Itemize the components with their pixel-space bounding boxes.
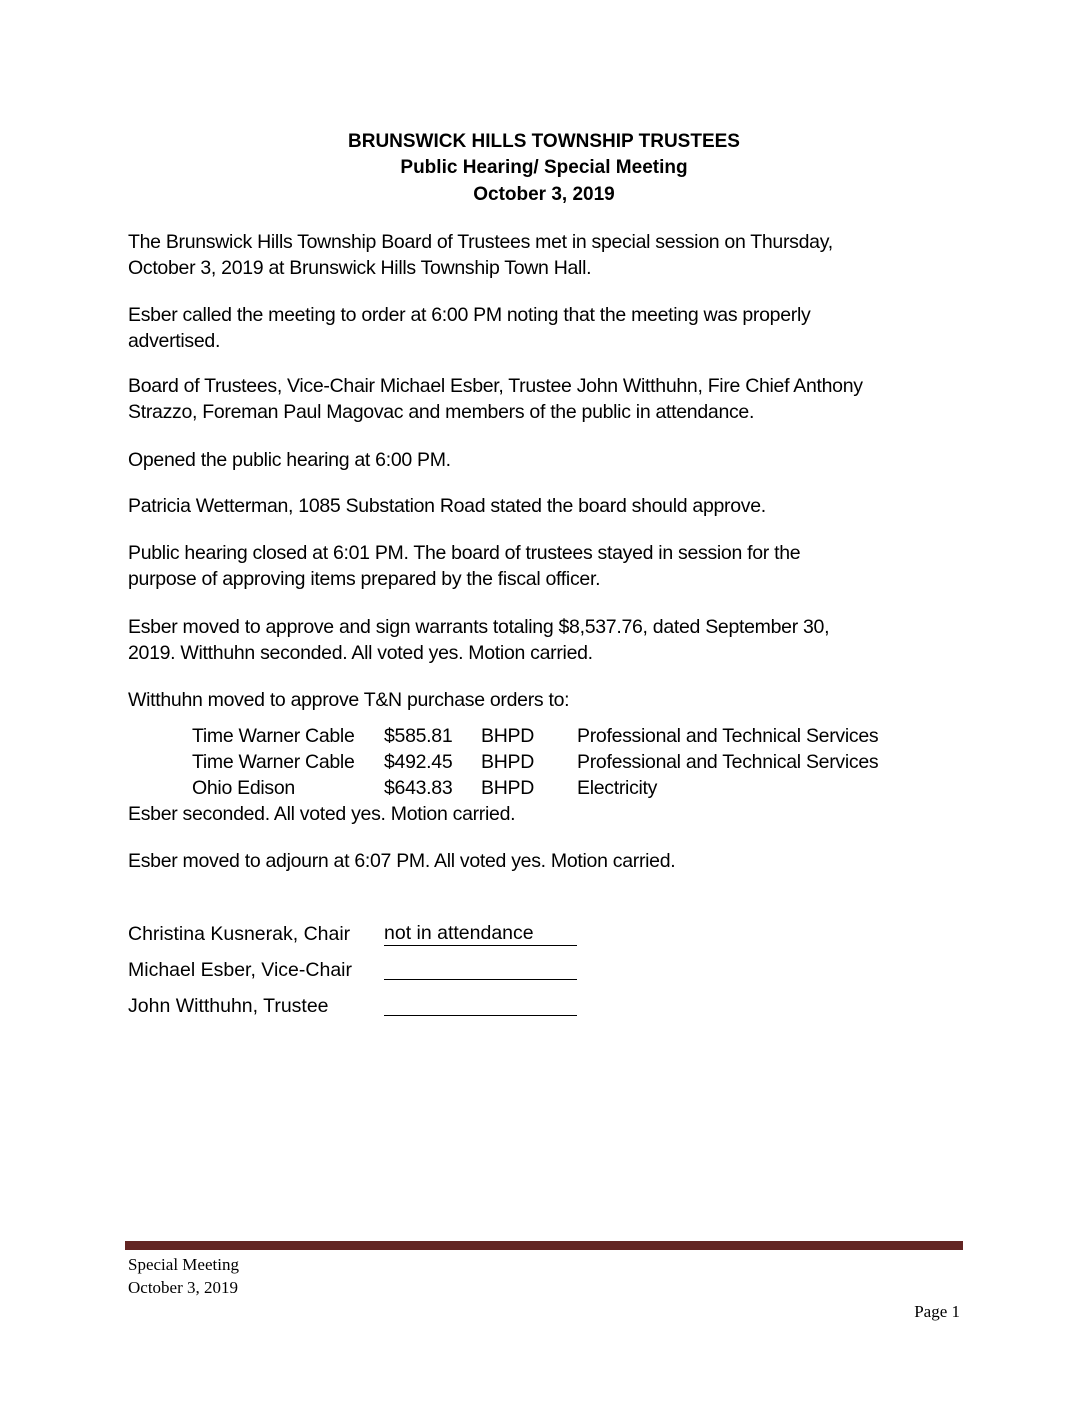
po-description: Professional and Technical Services: [577, 751, 879, 773]
text-line: Strazzo, Foreman Paul Magovac and members of the public in attendance.: [128, 401, 755, 423]
po-dept: BHPD: [481, 725, 534, 747]
po-vendor: Time Warner Cable: [192, 725, 355, 747]
text-line: October 3, 2019 at Brunswick Hills Township Town Hall.: [128, 257, 592, 279]
text-line: purpose of approving items prepared by the fiscal officer.: [128, 568, 601, 590]
paragraph-public-comment: Patricia Wetterman, 1085 Substation Road stated the board should approve.: [128, 495, 766, 517]
po-dept: BHPD: [481, 777, 534, 799]
text-line: The Brunswick Hills Township Board of Trustees met in special session on Thursday,: [128, 231, 833, 253]
document-subtitle: Public Hearing/ Special Meeting: [400, 157, 688, 178]
text-line: advertised.: [128, 330, 221, 352]
paragraph-po-intro: Witthuhn moved to approve T&N purchase orders to:: [128, 689, 570, 711]
signature-label: Michael Esber, Vice-Chair: [128, 959, 352, 981]
po-vendor: Ohio Edison: [192, 777, 295, 799]
signature-line: not in attendance: [384, 921, 577, 946]
page-number: Page 1: [914, 1302, 960, 1321]
po-amount: $492.45: [384, 751, 453, 773]
text-line: Board of Trustees, Vice-Chair Michael Esber, Trustee John Witthuhn, Fire Chief Anthony: [128, 375, 863, 397]
footer-divider: [125, 1241, 963, 1250]
po-dept: BHPD: [481, 751, 534, 773]
po-description: Electricity: [577, 777, 658, 799]
footer-date: October 3, 2019: [128, 1278, 239, 1297]
paragraph-opened: Opened the public hearing at 6:00 PM.: [128, 449, 451, 471]
footer-title: Special Meeting: [128, 1255, 239, 1274]
po-vendor: Time Warner Cable: [192, 751, 355, 773]
paragraph-adjourn: Esber moved to adjourn at 6:07 PM. All voted yes. Motion carried.: [128, 850, 676, 872]
document-title: BRUNSWICK HILLS TOWNSHIP TRUSTEES: [348, 131, 740, 152]
text-line: 2019. Witthuhn seconded. All voted yes. Motion carried.: [128, 642, 593, 664]
po-description: Professional and Technical Services: [577, 725, 879, 747]
po-amount: $643.83: [384, 777, 453, 799]
document-date: October 3, 2019: [473, 184, 615, 205]
po-amount: $585.81: [384, 725, 453, 747]
text-line: Esber moved to approve and sign warrants totaling $8,537.76, dated September 30,: [128, 616, 830, 638]
signature-label: Christina Kusnerak, Chair: [128, 923, 351, 945]
signature-line: [384, 955, 577, 980]
text-line: Esber called the meeting to order at 6:00 PM noting that the meeting was properly: [128, 304, 811, 326]
paragraph-po-seconded: Esber seconded. All voted yes. Motion carried.: [128, 803, 516, 825]
signature-label: John Witthuhn, Trustee: [128, 995, 329, 1017]
text-line: Public hearing closed at 6:01 PM. The board of trustees stayed in session for the: [128, 542, 801, 564]
signature-line: [384, 991, 577, 1016]
